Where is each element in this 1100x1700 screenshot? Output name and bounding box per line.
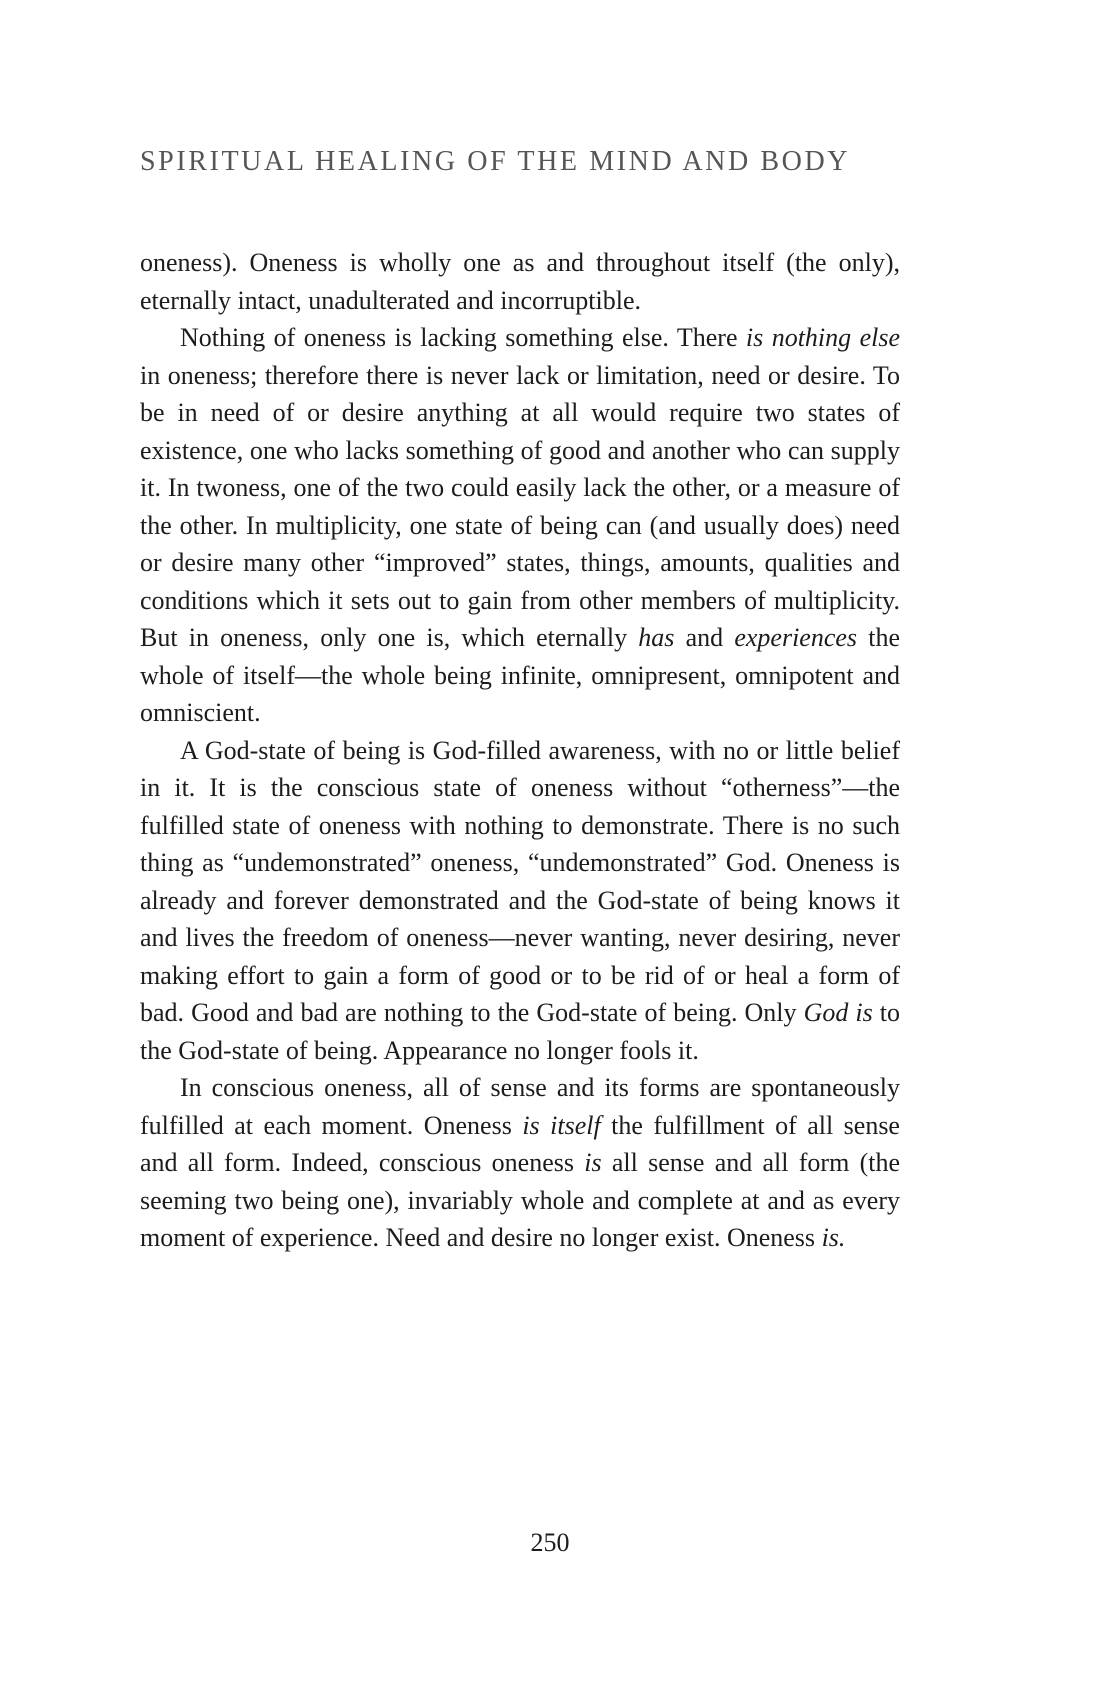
paragraph (140, 244, 900, 319)
text-run: the whole of itself—the whole being infinite, omnipresent, omnipotent and omniscient. (140, 623, 901, 727)
text-run: Nothing of oneness is lacking something else. There (180, 323, 746, 352)
text-run: in oneness; therefore there is never lack or limitation, need or desire. To be in need of or desire anything at all would require two states of existence, one who lacks something of good and another who can supply it. In twoness, one of the two could easily lack the other, or a measure of the other. In multiplicity, one state of being can (and usually does) need or desire many other “improved” states, things, amounts, qualities and conditions which it sets out to gain from other members of multiplicity. But in oneness, only one is, which eternally (140, 360, 900, 652)
text-run: all sense and all form (the seeming two being one), invariably whole and complete at and as every moment of experience. Need and desire no longer exist. Oneness (140, 1148, 900, 1252)
italic-text: is (584, 1148, 602, 1177)
text-run: oneness). Oneness is wholly one as and throughout itself (the only), eternally intact, unadulterated and incorruptible. (140, 248, 900, 315)
italic-text: God is (803, 998, 873, 1027)
italic-text: is. (821, 1223, 846, 1252)
text-run: A God-state of being is God-filled awareness, with no or little belief in it. It is the conscious state of oneness without “otherness”—the fulfilled state of oneness with nothing to demonstrate. There is no such thing as “undemonstrated” oneness, “undemonstrated” God. Oneness is already and forever demonstrated and the God-state of being knows it and lives the freedom of oneness—never wanting, never desiring, never making effort to gain a form of good or to be rid of or heal a form of bad. Good and bad are nothing to the God-state of being. Only (140, 735, 900, 1027)
paragraph (140, 1069, 900, 1257)
text-run: and (674, 623, 735, 652)
text-run: In conscious oneness, all of sense and its forms are spontaneously fulfilled at each moment. Oneness (140, 1073, 900, 1140)
text-run: the fulfillment of all sense and all form. Indeed, conscious oneness (140, 1110, 900, 1177)
text-run: to the God-state of being. Appearance no longer fools it. (140, 998, 900, 1065)
italic-text: is nothing else (745, 323, 900, 352)
italic-text: has (638, 623, 675, 652)
running-head: SPIRITUAL HEALING OF THE MIND AND BODY (140, 146, 851, 177)
page-number: 250 (530, 1528, 570, 1557)
paragraph (140, 319, 900, 732)
italic-text: is itself (522, 1110, 601, 1140)
italic-text: experiences (734, 623, 858, 652)
paragraph (140, 732, 900, 1070)
body-text (140, 244, 900, 1257)
